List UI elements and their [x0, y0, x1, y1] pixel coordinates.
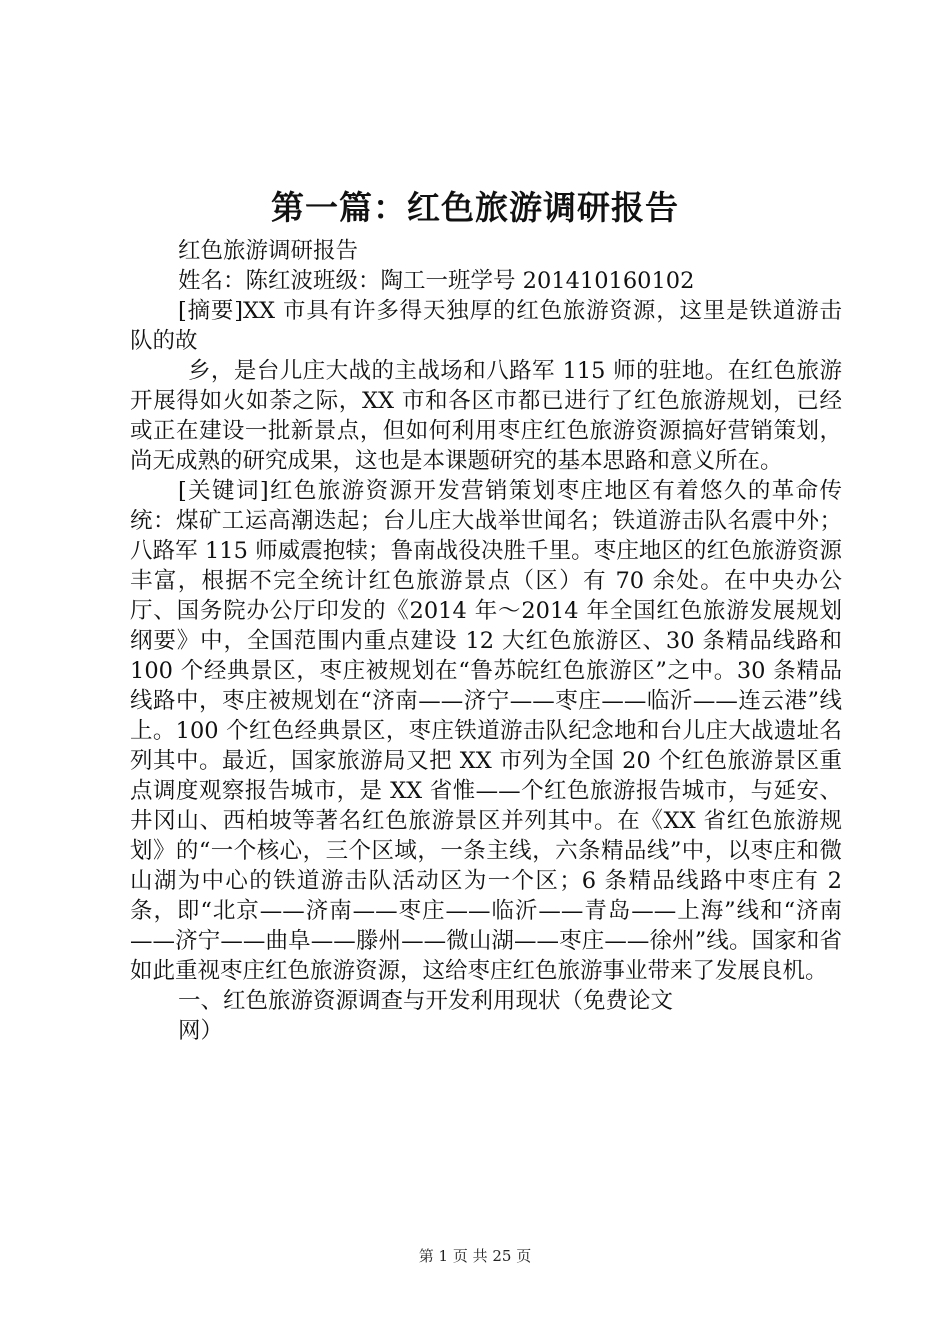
keywords-paragraph: [关键词]红色旅游资源开发营销策划枣庄地区有着悠久的革命传统：煤矿工运高潮迭起；台儿庄大战举世闻名；铁道游击队名震中外；八路军 115 师威震抱犊；鲁南战役决胜千里。枣庄地区的红色旅游资源丰富，根据不完全统计红色旅游景点（区）有 70 余处。在中央办公厅、国务院办公厅印发的《2014 年～2014 年全国红色旅游发展规划纲要》中，全国范围内重点建设 12 大红色旅游区、30 条精品线路和 100 个经典景区，枣庄被规划在“鲁苏皖红色旅游区”之中。30 条精品线路中，枣庄被规划在“济南——济宁——枣庄——临沂——连云港”线上。100 个红色经典景区，枣庄铁道游击队纪念地和台儿庄大战遗址名列其中。最近，国家旅游局又把 XX 市列为全国 20 个红色旅游景区重点调度观察报告城市，是 XX 省惟——个红色旅游报告城市，与延安、井冈山、西柏坡等著名红色旅游景区并列其中。在《XX 省红色旅游规划》的“一个核心，三个区域，一条主线，六条精品线”中，以枣庄和微山湖为中心的铁道游击队活动区为一个区；6 条精品线路中枣庄有 2 条，即“北京——济南——枣庄——临沂——青岛——上海”线和“济南——济宁——曲阜——滕州——微山湖——枣庄——徐州”线。国家和省如此重视枣庄红色旅游资源，这给枣庄红色旅游事业带来了发展良机。	[130, 478, 842, 984]
report-subtitle: 红色旅游调研报告	[178, 238, 359, 264]
abstract-paragraph-lead: [摘要]XX 市具有许多得天独厚的红色旅游资源，这里是铁道游击队的故	[130, 298, 842, 354]
section-heading-line-1: 一、红色旅游资源调查与开发利用现状（免费论文	[178, 988, 674, 1014]
author-info-line: 姓名：陈红波班级：陶工一班学号 201410160102	[178, 268, 695, 294]
document-body	[130, 236, 842, 1046]
section-heading-line-2: 网）	[178, 1018, 224, 1044]
page-footer: 第 1 页 共 25 页	[418, 1247, 532, 1265]
page-title: 第一篇：红色旅游调研报告	[271, 188, 679, 227]
abstract-paragraph-continued: 乡，是台儿庄大战的主战场和八路军 115 师的驻地。在红色旅游开展得如火如荼之际，XX 市和各区市都已进行了红色旅游规划，已经或正在建设一批新景点，但如何利用枣庄红色旅游资源搞好营销策划，尚无成熟的研究成果，这也是本课题研究的基本思路和意义所在。	[130, 358, 842, 474]
